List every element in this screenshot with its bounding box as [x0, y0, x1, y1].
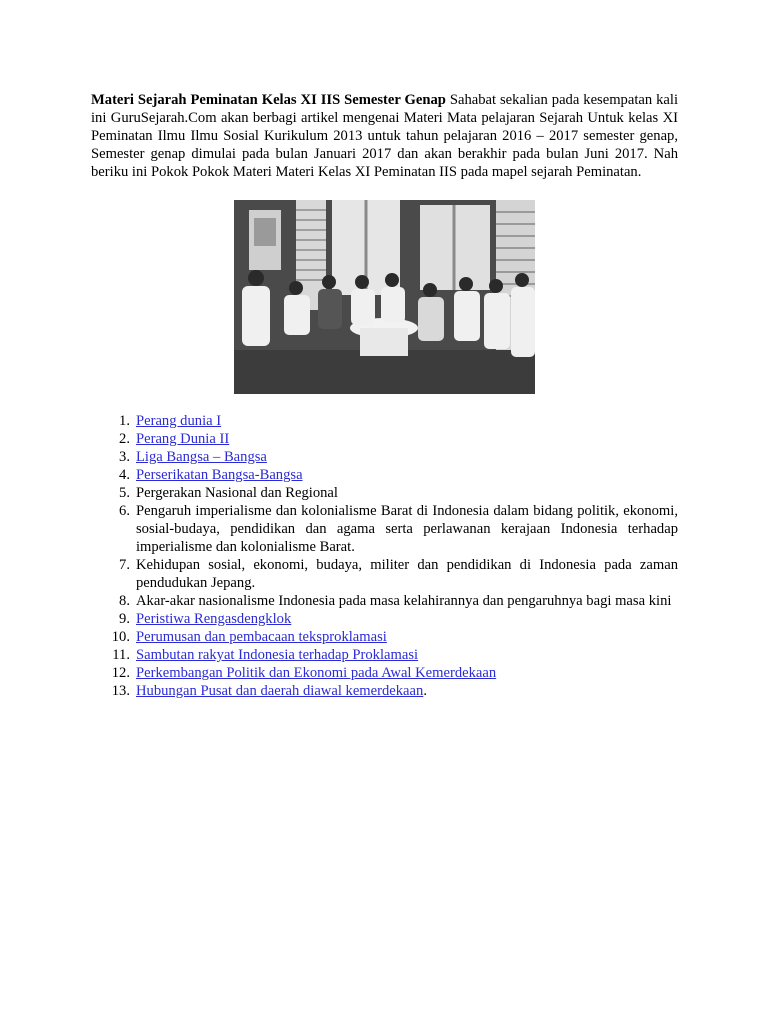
photo-illustration [234, 200, 535, 394]
list-number: 4. [119, 467, 130, 483]
topic-link[interactable]: Perang dunia I [136, 413, 222, 429]
list-number: 8. [119, 593, 130, 609]
list-item [104, 502, 678, 556]
list-item [104, 484, 678, 502]
topic-link[interactable]: Perumusan dan pembacaan teksproklamasi [136, 629, 387, 645]
list-item[interactable] [104, 448, 678, 466]
topic-link[interactable]: Perserikatan Bangsa-Bangsa [136, 467, 303, 483]
list-item[interactable] [104, 664, 678, 682]
topic-link[interactable]: Peristiwa Rengasdengklok [136, 611, 292, 627]
list-number: 11. [112, 647, 130, 663]
list-number: 2. [119, 431, 130, 447]
topic-text: Pengaruh imperialisme dan kolonialisme Barat di Indonesia dalam bidang politik, ekonomi, sosial-budaya, pendidikan dan agama serta perlawanan kerajaan Indonesia terhadap imperialisme dan kolonialisme Barat. [136, 503, 678, 555]
topic-link[interactable]: Perang Dunia II [136, 431, 230, 447]
topic-list [104, 412, 678, 700]
list-number: 1. [119, 413, 130, 429]
list-item[interactable] [104, 412, 678, 430]
list-number: 7. [119, 557, 130, 573]
topic-link[interactable]: Liga Bangsa – Bangsa [136, 449, 267, 465]
list-item[interactable] [104, 628, 678, 646]
list-number: 3. [119, 449, 130, 465]
list-item [104, 592, 678, 610]
list-item[interactable] [104, 610, 678, 628]
topic-text: Akar-akar nasionalisme Indonesia pada masa kelahirannya dan pengaruhnya bagi masa kini [136, 593, 672, 609]
list-number: 13. [111, 683, 130, 699]
list-item[interactable] [104, 430, 678, 448]
list-item [104, 556, 678, 592]
list-number: 6. [119, 503, 130, 519]
topic-link[interactable]: Perkembangan Politik dan Ekonomi pada Awal Kemerdekaan [136, 665, 497, 681]
trailing-period: . [423, 683, 427, 699]
list-item[interactable] [104, 646, 678, 664]
topic-text: Pergerakan Nasional dan Regional [136, 485, 338, 501]
intro-body: Sahabat sekalian pada kesempatan kali ini GuruSejarah.Com akan berbagi artikel mengenai Materi Mata pelajaran Sejarah Untuk kelas XI Peminatan Ilmu Ilmu Sosial Kurikulum 2013 untuk tahun pelajaran 2016 – 2017 semester genap, Semester genap dimulai pada bulan Januari 2017 dan akan berakhir pada bulan Juni 2017. Nah beriku ini Pokok Pokok Materi Materi Kelas XI Peminatan IIS pada mapel sejarah Peminatan. [91, 92, 678, 180]
list-item[interactable] [104, 682, 678, 700]
intro-paragraph [91, 91, 678, 181]
topic-text: Kehidupan sosial, ekonomi, budaya, militer dan pendidikan di Indonesia pada zaman pendudukan Jepang. [136, 557, 678, 591]
intro-title: Materi Sejarah Peminatan Kelas XI IIS Semester Genap [91, 92, 446, 108]
list-number: 12. [111, 665, 130, 681]
list-item[interactable] [104, 466, 678, 484]
historical-group-photo [234, 200, 535, 394]
topic-link[interactable]: Hubungan Pusat dan daerah diawal kemerdekaan [136, 683, 424, 699]
list-number: 9. [119, 611, 130, 627]
list-number: 5. [119, 485, 130, 501]
topic-link[interactable]: Sambutan rakyat Indonesia terhadap Proklamasi [136, 647, 419, 663]
list-number: 10. [111, 629, 130, 645]
